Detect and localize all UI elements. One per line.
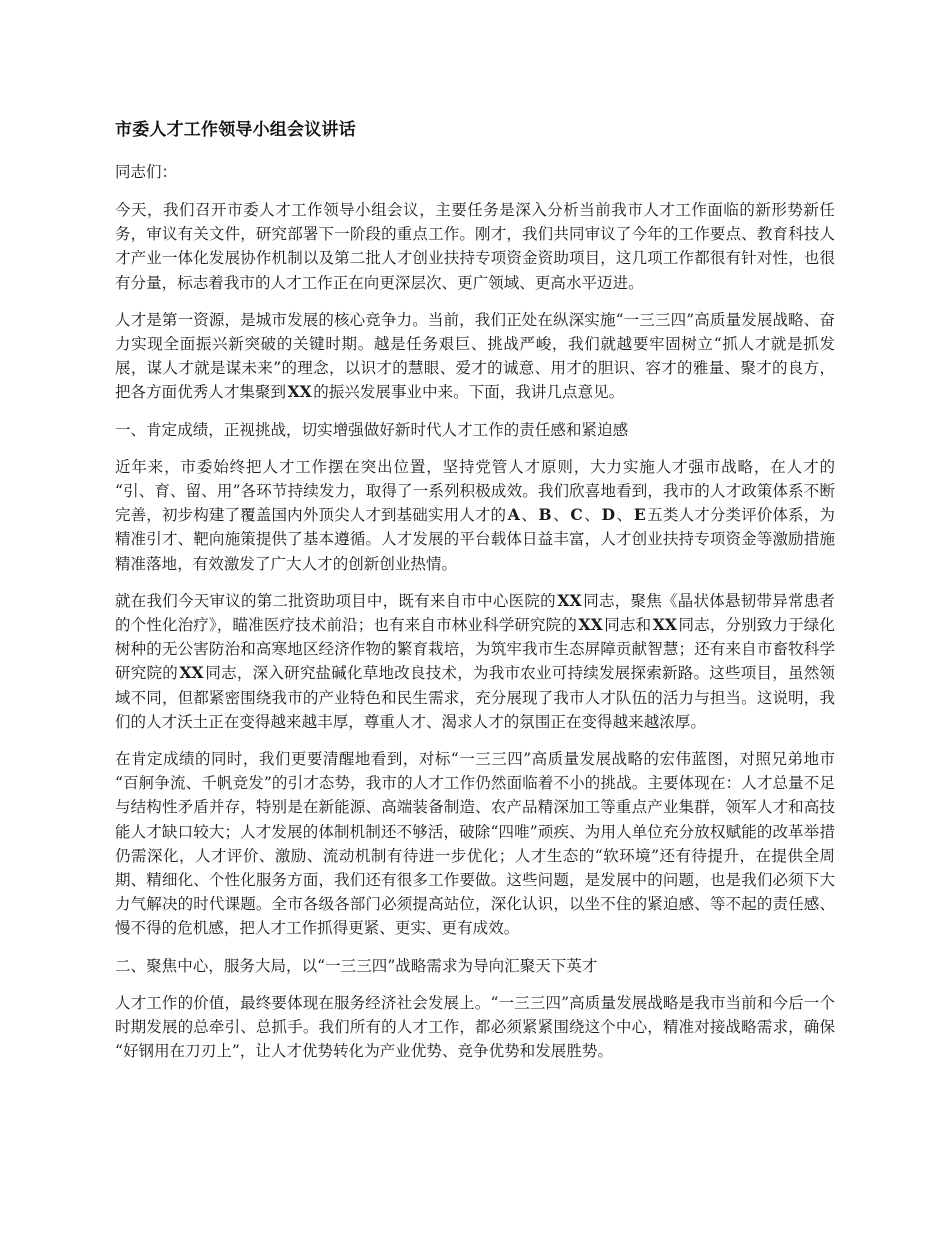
paragraph-challenges: 在肯定成绩的同时，我们更要清醒地看到，对标“一三三四”高质量发展战略的宏伟蓝图，对照兄弟地市“百舸争流、千帆竞发”的引才态势，我市的人才工作仍然面临着不小的挑战。主要体现在：人才总量不足与结构性矛盾并存，特别是在新能源、高端装备制造、农产品精深加工等重点产业集群，领军人才和高技能人才缺口较大；人才发展的体制机制还不够活，破除“四唯”顽疾、为用人单位充分放权赋能的改革举措仍需深化，人才评价、激励、流动机制有待进一步优化；人才生态的“软环境”还有待提升，在提供全周期、精细化、个性化服务方面，我们还有很多工作要做。这些问题，是发展中的问题，也是我们必须下大力气解决的时代课题。全市各级各部门必须提高站位，深化认识，以坐不住的紧迫感、等不起的责任感、慢不得的危机感，把人才工作抓得更紧、更实、更有成效。	[115, 750, 835, 938]
salutation: 同志们：	[115, 163, 178, 181]
page-title: 市委人才工作领导小组会议讲话	[115, 120, 356, 140]
bold-latin-token: E	[633, 505, 646, 525]
paragraph-second-batch-projects: 就在我们今天审议的第二批资助项目中，既有来自市中心医院的XX同志，聚焦《晶状体悬韧带异常患者的个性化治疗》，瞄准医疗技术前沿；也有来自市林业科学研究院的XX同志和XX同志，分别致力于绿化树种的无公害防治和高寒地区经济作物的繁育栽培，为筑牢我市生态屏障贡献智慧；还有来自市畜牧科学研究院的XX同志，深入研究盐碱化草地改良技术，为我市农业可持续发展探索新路。这些项目，虽然领域不同，但都紧密围绕我市的产业特色和民生需求，充分展现了我市人才队伍的活力与担当。这说明，我们的人才沃土正在变得越来越丰厚，尊重人才、渴求人才的氛围正在变得越来越浓厚。	[115, 590, 835, 731]
bold-latin-token: C	[570, 505, 583, 525]
bold-latin-token: XX	[179, 663, 204, 683]
bold-latin-token: A	[507, 505, 520, 525]
bold-latin-token: XX	[578, 615, 603, 635]
page-bottom-whitespace	[115, 1077, 835, 1197]
paragraph-opening-remarks: 今天，我们召开市委人才工作领导小组会议，主要任务是深入分析当前我市人才工作面临的新形势新任务，审议有关文件，研究部署下一阶段的重点工作。刚才，我们共同审议了今年的工作要点、教育科技人才产业一体化发展协作机制以及第二批人才创业扶持专项资金资助项目，这几项工作都很有针对性，也很有分量，标志着我市的人才工作正在向更深层次、更广领域、更高水平迈进。	[115, 201, 835, 292]
section-heading-one: 一、肯定成绩，正视挑战，切实增强做好新时代人才工作的责任感和紧迫感	[115, 420, 629, 439]
document-blocks	[115, 198, 835, 1064]
bold-latin-token: XX	[557, 590, 582, 610]
paragraph-talent-first-resource: 人才是第一资源，是城市发展的核心竞争力。当前，我们正处在纵深实施“一三三四”高质量发展战略、奋力实现全面振兴新突破的关键时期。越是任务艰巨、挑战严峻，我们就越要牢固树立“抓人才就是抓发展，谋人才就是谋未来”的理念，以识才的慧眼、爱才的诚意、用才的胆识、容才的雅量、聚才的良方，把各方面优秀人才集聚到XX的振兴发展事业中来。下面，我讲几点意见。	[115, 310, 835, 402]
paragraph-recent-achievements: 近年来，市委始终把人才工作摆在突出位置，坚持党管人才原则，大力实施人才强市战略，在人才的“引、育、留、用”各环节持续发力，取得了一系列积极成效。我们欣喜地看到，我市的人才政策体系不断完善，初步构建了覆盖国内外顶尖人才到基础实用人才的A、B、C、D、E五类人才分类评价体系，为精准引才、靶向施策提供了基本遵循。人才发展的平台载体日益丰富，人才创业扶持专项资金等激励措施精准落地，有效激发了广大人才的创新创业热情。	[115, 457, 835, 573]
bold-latin-token: D	[601, 505, 616, 525]
document-body	[115, 118, 835, 1197]
bold-latin-token: XX	[287, 382, 312, 402]
section-heading-two: 二、聚焦中心，服务大局，以“一三三四”战略需求为导向汇聚天下英才	[115, 956, 598, 975]
bold-latin-token: XX	[652, 615, 677, 635]
bold-latin-token: B	[538, 505, 552, 525]
paragraph-talent-value: 人才工作的价值，最终要体现在服务经济社会发展上。“一三三四”高质量发展战略是我市当前和今后一个时期发展的总牵引、总抓手。我们所有的人才工作，都必须紧紧围绕这个中心，精准对接战略需求，确保“好钢用在刀刃上”，让人才优势转化为产业优势、竞争优势和发展胜势。	[115, 993, 835, 1061]
